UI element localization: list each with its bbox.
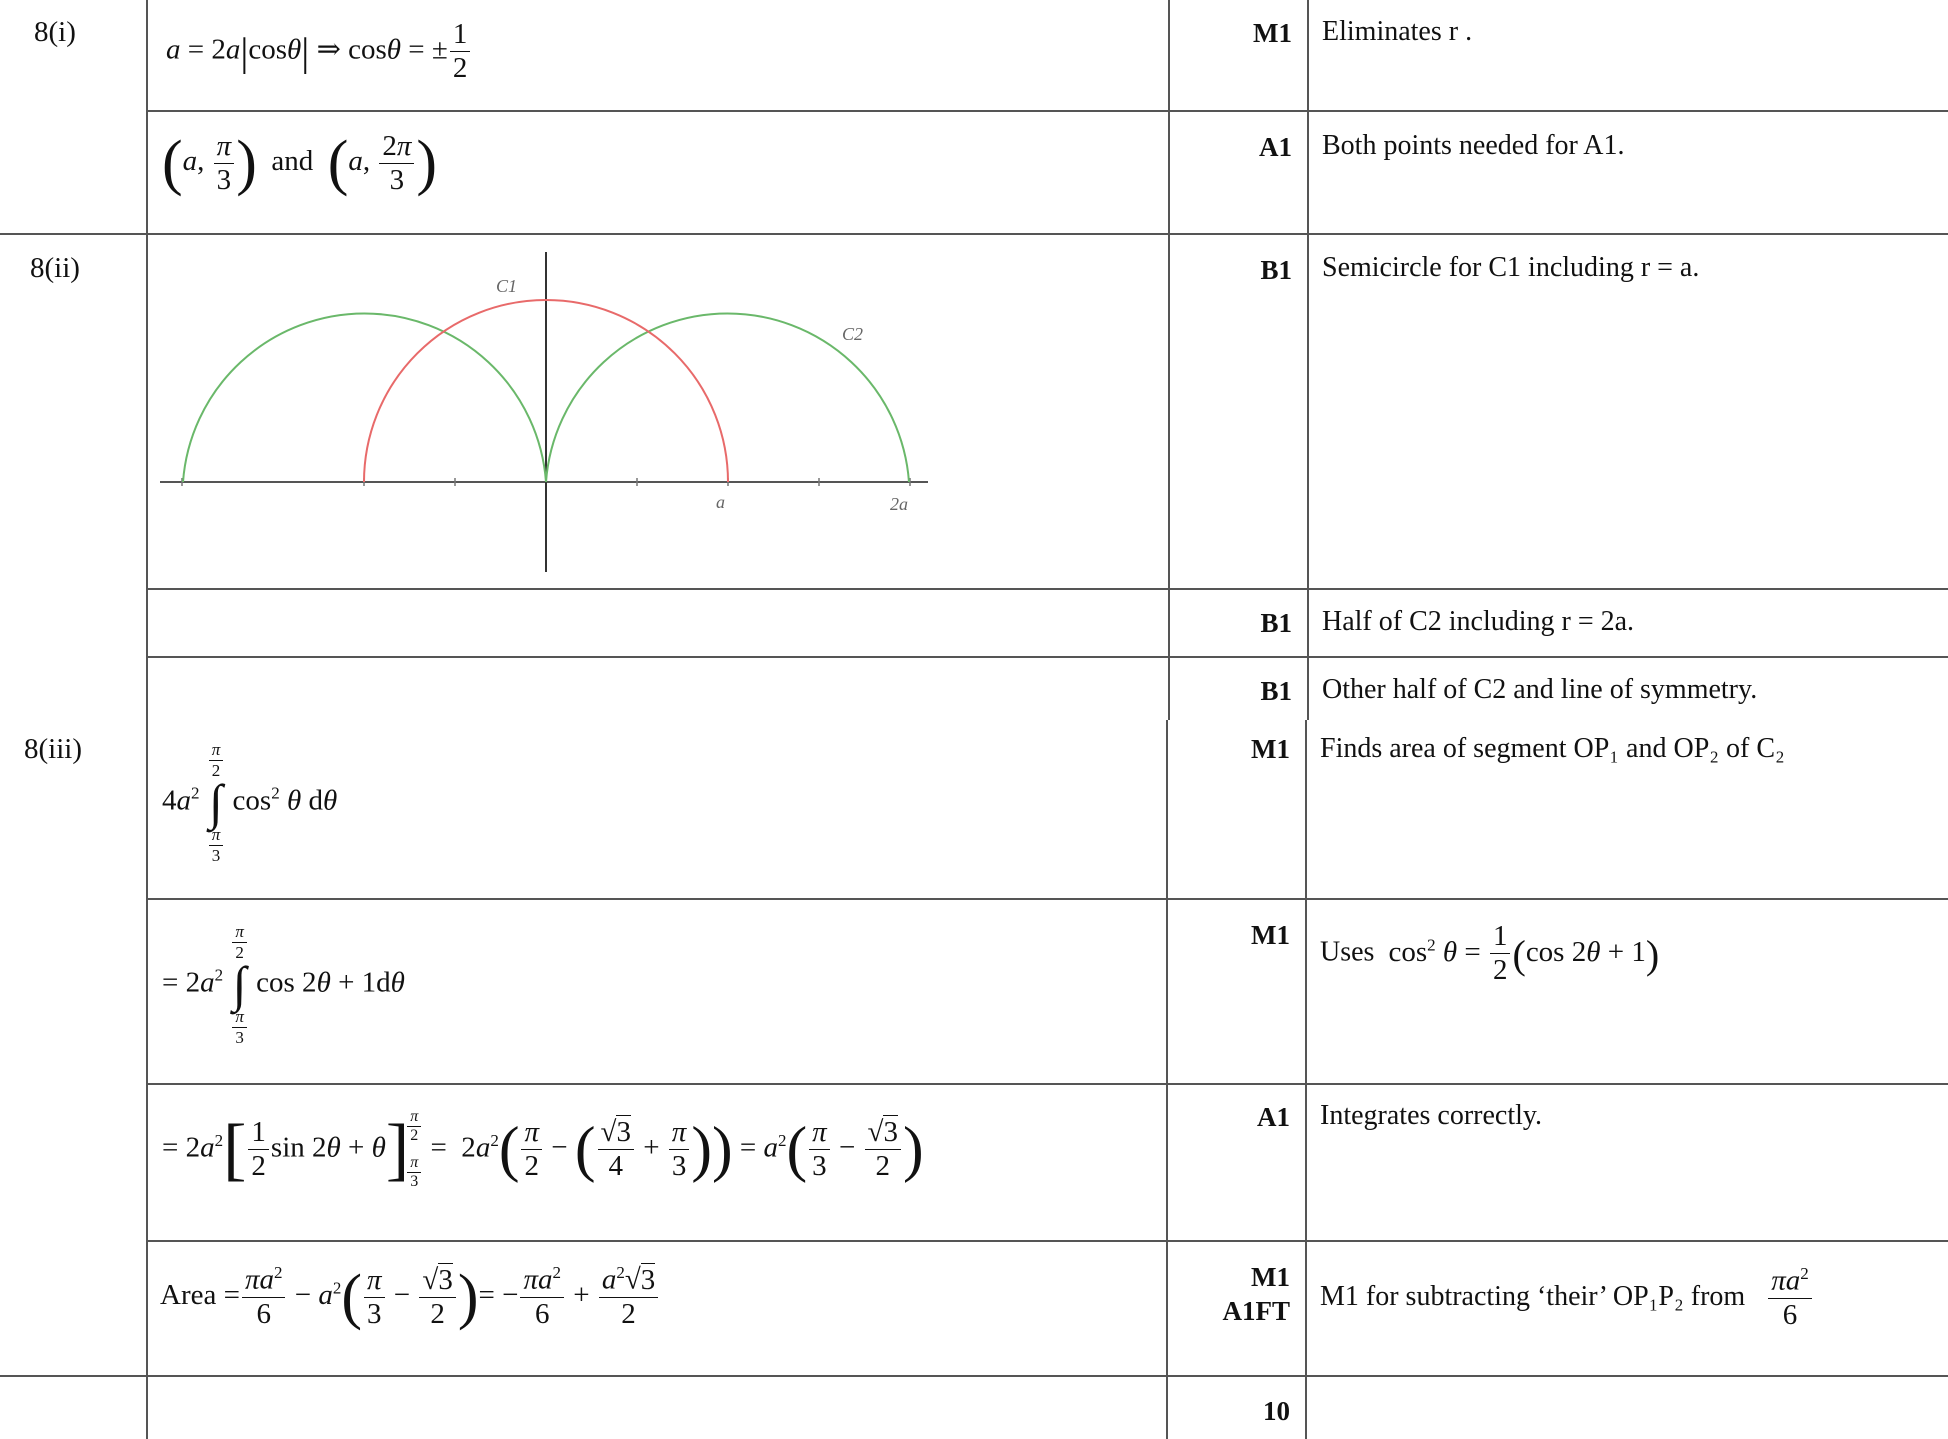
label-2a: 2a <box>890 494 908 514</box>
mark-8iii-2: M1 <box>1251 920 1290 950</box>
mark-8ii-1: B1 <box>1260 255 1292 285</box>
mark-8i-1: M1 <box>1253 18 1292 48</box>
grid-h-2 <box>0 233 1948 235</box>
label-c2: C2 <box>842 324 864 344</box>
grid-h-8 <box>0 1375 1948 1377</box>
guidance-8i-2: Both points needed for A1. <box>1322 130 1625 161</box>
guidance-8ii-3: Other half of C2 and line of symmetry. <box>1322 674 1758 705</box>
grid-h-4 <box>146 656 1948 658</box>
question-number-8iii: 8(iii) <box>24 733 82 765</box>
grid-v-3b <box>1305 720 1307 1439</box>
answer-8i-line2: (a, $\frac{\pi}{3}$ ) and (a, $\frac{2\pi}{3}$ ) <box>162 129 438 197</box>
question-number-8ii: 8(ii) <box>30 252 80 284</box>
answer-8iii-line2: = $2a^2$ $\frac{\pi}{2}$ ∫ $\frac{\pi}{3}$ cos 2θ + 1dθ <box>162 922 405 1047</box>
mark-8ii-2: B1 <box>1260 608 1292 638</box>
mark-8iii-3: A1 <box>1257 1102 1290 1132</box>
label-c1: C1 <box>496 276 518 296</box>
grid-h-7 <box>146 1240 1948 1242</box>
answer-8iii-line3: = $2a^2$[ $\frac{1}{2}$ sin 2θ + θ] $\frac{\pi}{2}$ $\frac{\pi}{3}$ = $2a^2$( $\frac{\pi}{2}$ − ( $\frac{√3}{4}$ + $\frac{\pi}{3}$ )) = $a^2$( $\frac{\pi}{3}$ − $\frac{√3}{2}$ ) <box>162 1108 924 1191</box>
mark-8iii-4b: A1FT <box>1222 1296 1290 1326</box>
guidance-8ii-1: Semicircle for C1 including r = a. <box>1322 252 1700 283</box>
guidance-8iii-1: Finds area of segment OP₁ and OP₂ of C₂ <box>1320 733 1785 764</box>
curve-c2-left <box>183 313 546 482</box>
answer-8iii-line1: $4a^2$ $\frac{\pi}{2}$ ∫ $\frac{\pi}{3}$ $\cos^2 \theta$ dθ <box>162 740 338 865</box>
guidance-8iii-3: Integrates correctly. <box>1320 1100 1543 1131</box>
guidance-8iii-2: Uses $\cos^2 \theta$ = $\frac{1}{2}$ (cos 2θ + 1) <box>1320 920 1660 987</box>
mark-8ii-3: B1 <box>1260 676 1292 706</box>
grid-h-1 <box>146 110 1948 112</box>
grid-v-2 <box>1168 0 1170 720</box>
grid-v-1 <box>146 0 148 1439</box>
question-number-8i: 8(i) <box>34 16 76 48</box>
answer-8iii-line4: Area = $\frac{\pi a^2}{6}$ − $a^2$( $\frac{\pi}{3}$ − $\frac{√3}{2}$ )= − $\frac{\pi a^2}{6}$ + $\frac{a^2√3}{2}$ <box>160 1262 660 1333</box>
grid-h-3 <box>146 588 1948 590</box>
grid-h-5 <box>146 898 1948 900</box>
mark-8i-2: A1 <box>1259 132 1292 162</box>
grid-v-3 <box>1307 0 1309 720</box>
guidance-8ii-2: Half of C2 including r = 2a. <box>1322 606 1635 637</box>
guidance-8iii-4: M1 for subtracting ‘their’ OP₁P₂ from $\frac{\pi a^2}{6}$ <box>1320 1264 1814 1332</box>
grid-h-6 <box>146 1083 1948 1085</box>
total-marks: 10 <box>1263 1396 1290 1426</box>
label-a: a <box>716 492 725 512</box>
grid-v-2b <box>1166 720 1168 1439</box>
polar-curves-sketch <box>150 240 930 580</box>
guidance-8i-1: Eliminates r . <box>1322 16 1473 47</box>
mark-8iii-4a: M1 <box>1251 1262 1290 1292</box>
mark-8iii-1: M1 <box>1251 734 1290 764</box>
answer-8i-line1: a = 2a|cosθ| ⇒ cosθ = ± $\frac{1}{2}$ <box>166 18 472 86</box>
